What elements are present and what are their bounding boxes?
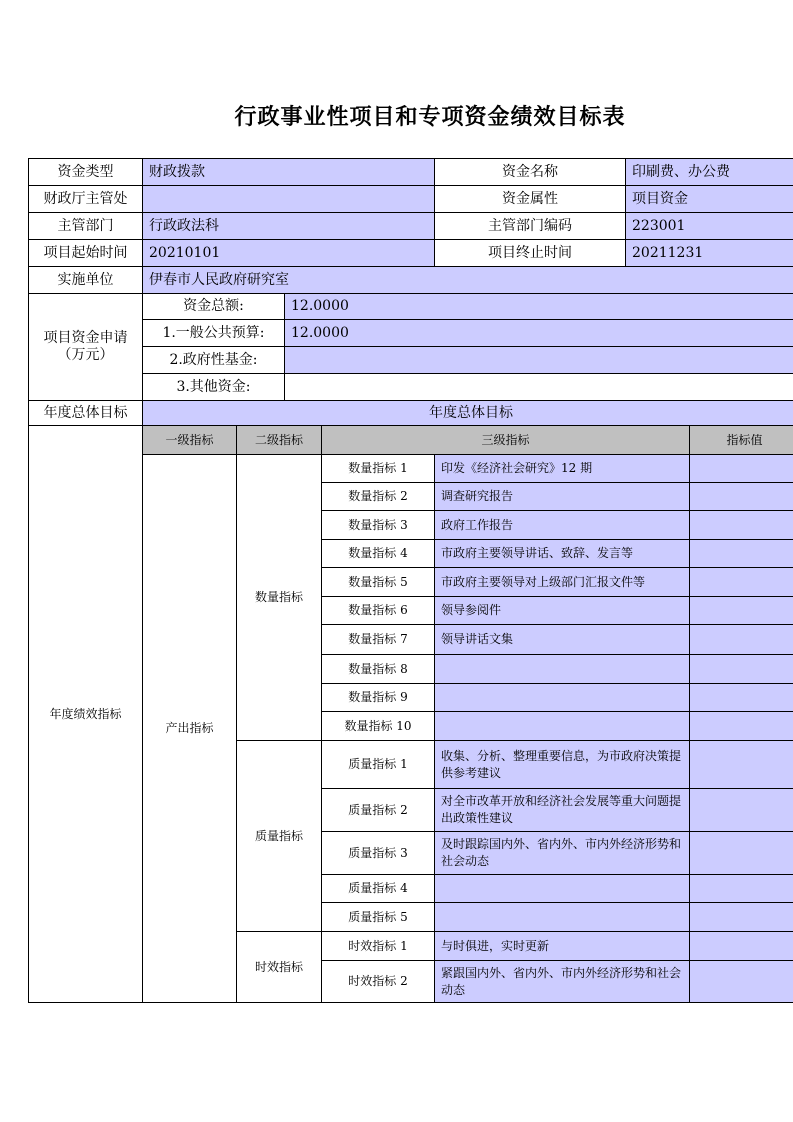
indicator-name: 质量指标 2: [321, 788, 435, 832]
indicator-value[interactable]: [689, 510, 793, 540]
indicator-name: 质量指标 4: [321, 874, 435, 903]
funding-other-label: 3.其他资金:: [142, 373, 285, 401]
indicator-value[interactable]: [689, 567, 793, 597]
funding-total-label: 资金总额:: [142, 293, 285, 320]
indicator-value[interactable]: [689, 831, 793, 875]
page-title: 行政事业性项目和专项资金绩效目标表: [234, 104, 626, 130]
indicator-content[interactable]: [434, 683, 690, 712]
indicator-value[interactable]: [689, 960, 793, 1003]
indicator-content[interactable]: 及时跟踪国内外、省内外、市内外经济形势和社会动态: [434, 831, 690, 875]
dept-code-label: 主管部门编码: [434, 212, 626, 240]
indicator-content[interactable]: [434, 711, 690, 741]
level2-quality: 质量指标: [236, 740, 322, 932]
indicator-name: 数量指标 10: [321, 711, 435, 741]
finance-dept-label: 财政厅主管处: [28, 185, 143, 213]
unit-label: 实施单位: [28, 266, 143, 294]
start-time-value[interactable]: 20210101: [142, 239, 435, 267]
indicator-value[interactable]: [689, 931, 793, 961]
indicator-name: 数量指标 6: [321, 596, 435, 625]
indicator-value[interactable]: [689, 482, 793, 511]
indicator-value[interactable]: [689, 902, 793, 932]
annual-goal-header: 年度总体目标: [142, 400, 793, 426]
performance-label: 年度绩效指标: [28, 425, 143, 1003]
indicator-value[interactable]: [689, 683, 793, 712]
indicator-content[interactable]: 领导参阅件: [434, 596, 690, 625]
funding-gov-fund-label: 2.政府性基金:: [142, 346, 285, 374]
indicator-name: 数量指标 9: [321, 683, 435, 712]
dept-value[interactable]: 行政政法科: [142, 212, 435, 240]
col-header-level1: 一级指标: [142, 425, 237, 455]
indicator-name: 数量指标 3: [321, 510, 435, 540]
funding-label: 项目资金申请（万元）: [28, 293, 143, 401]
indicator-name: 数量指标 7: [321, 624, 435, 655]
col-header-level3: 三级指标: [321, 425, 690, 455]
col-header-value: 指标值: [689, 425, 793, 455]
start-time-label: 项目起始时间: [28, 239, 143, 267]
indicator-name: 质量指标 5: [321, 902, 435, 932]
funding-general-value[interactable]: 12.0000: [284, 319, 793, 347]
dept-code-value[interactable]: 223001: [625, 212, 793, 240]
indicator-content[interactable]: 与时俱进，实时更新: [434, 931, 690, 961]
indicator-content[interactable]: [434, 654, 690, 684]
fund-type-value[interactable]: 财政拨款: [142, 158, 435, 186]
indicator-content[interactable]: 市政府主要领导对上级部门汇报文件等: [434, 567, 690, 597]
indicator-name: 数量指标 5: [321, 567, 435, 597]
indicator-name: 数量指标 1: [321, 454, 435, 483]
indicator-value[interactable]: [689, 874, 793, 903]
indicator-name: 时效指标 2: [321, 960, 435, 1003]
indicator-content[interactable]: 市政府主要领导讲话、致辞、发言等: [434, 539, 690, 568]
end-time-value[interactable]: 20211231: [625, 239, 793, 267]
funding-general-label: 1.一般公共预算:: [142, 319, 285, 347]
fund-attr-label: 资金属性: [434, 185, 626, 213]
indicator-content[interactable]: 印发《经济社会研究》12 期: [434, 454, 690, 483]
annual-goal-label: 年度总体目标: [28, 400, 143, 426]
indicator-value[interactable]: [689, 454, 793, 483]
indicator-value[interactable]: [689, 788, 793, 832]
end-time-label: 项目终止时间: [434, 239, 626, 267]
level2-quantity: 数量指标: [236, 454, 322, 741]
indicator-name: 质量指标 1: [321, 740, 435, 789]
indicator-value[interactable]: [689, 654, 793, 684]
fund-attr-value[interactable]: 项目资金: [625, 185, 793, 213]
indicator-value[interactable]: [689, 539, 793, 568]
indicator-name: 数量指标 2: [321, 482, 435, 511]
indicator-value[interactable]: [689, 740, 793, 789]
level1-output: 产出指标: [142, 454, 237, 1003]
indicator-content[interactable]: [434, 874, 690, 903]
fund-type-label: 资金类型: [28, 158, 143, 186]
indicator-name: 数量指标 8: [321, 654, 435, 684]
funding-other-value[interactable]: [284, 373, 793, 401]
indicator-content[interactable]: 调查研究报告: [434, 482, 690, 511]
fund-name-value[interactable]: 印刷费、办公费: [625, 158, 793, 186]
funding-total-value[interactable]: 12.0000: [284, 293, 793, 320]
unit-value[interactable]: 伊春市人民政府研究室: [142, 266, 793, 294]
dept-label: 主管部门: [28, 212, 143, 240]
indicator-content[interactable]: 对全市改革开放和经济社会发展等重大问题提出政策性建议: [434, 788, 690, 832]
indicator-value[interactable]: [689, 624, 793, 655]
funding-gov-fund-value[interactable]: [284, 346, 793, 374]
indicator-content[interactable]: [434, 902, 690, 932]
indicator-value[interactable]: [689, 711, 793, 741]
indicator-content[interactable]: 紧跟国内外、省内外、市内外经济形势和社会动态: [434, 960, 690, 1003]
indicator-content[interactable]: 政府工作报告: [434, 510, 690, 540]
indicator-value[interactable]: [689, 596, 793, 625]
indicator-name: 时效指标 1: [321, 931, 435, 961]
indicator-name: 质量指标 3: [321, 831, 435, 875]
finance-dept-value[interactable]: [142, 185, 435, 213]
indicator-content[interactable]: 领导讲话文集: [434, 624, 690, 655]
fund-name-label: 资金名称: [434, 158, 626, 186]
col-header-level2: 二级指标: [236, 425, 322, 455]
level2-timeliness: 时效指标: [236, 931, 322, 1003]
indicator-content[interactable]: 收集、分析、整理重要信息，为市政府决策提供参考建议: [434, 740, 690, 789]
indicator-name: 数量指标 4: [321, 539, 435, 568]
